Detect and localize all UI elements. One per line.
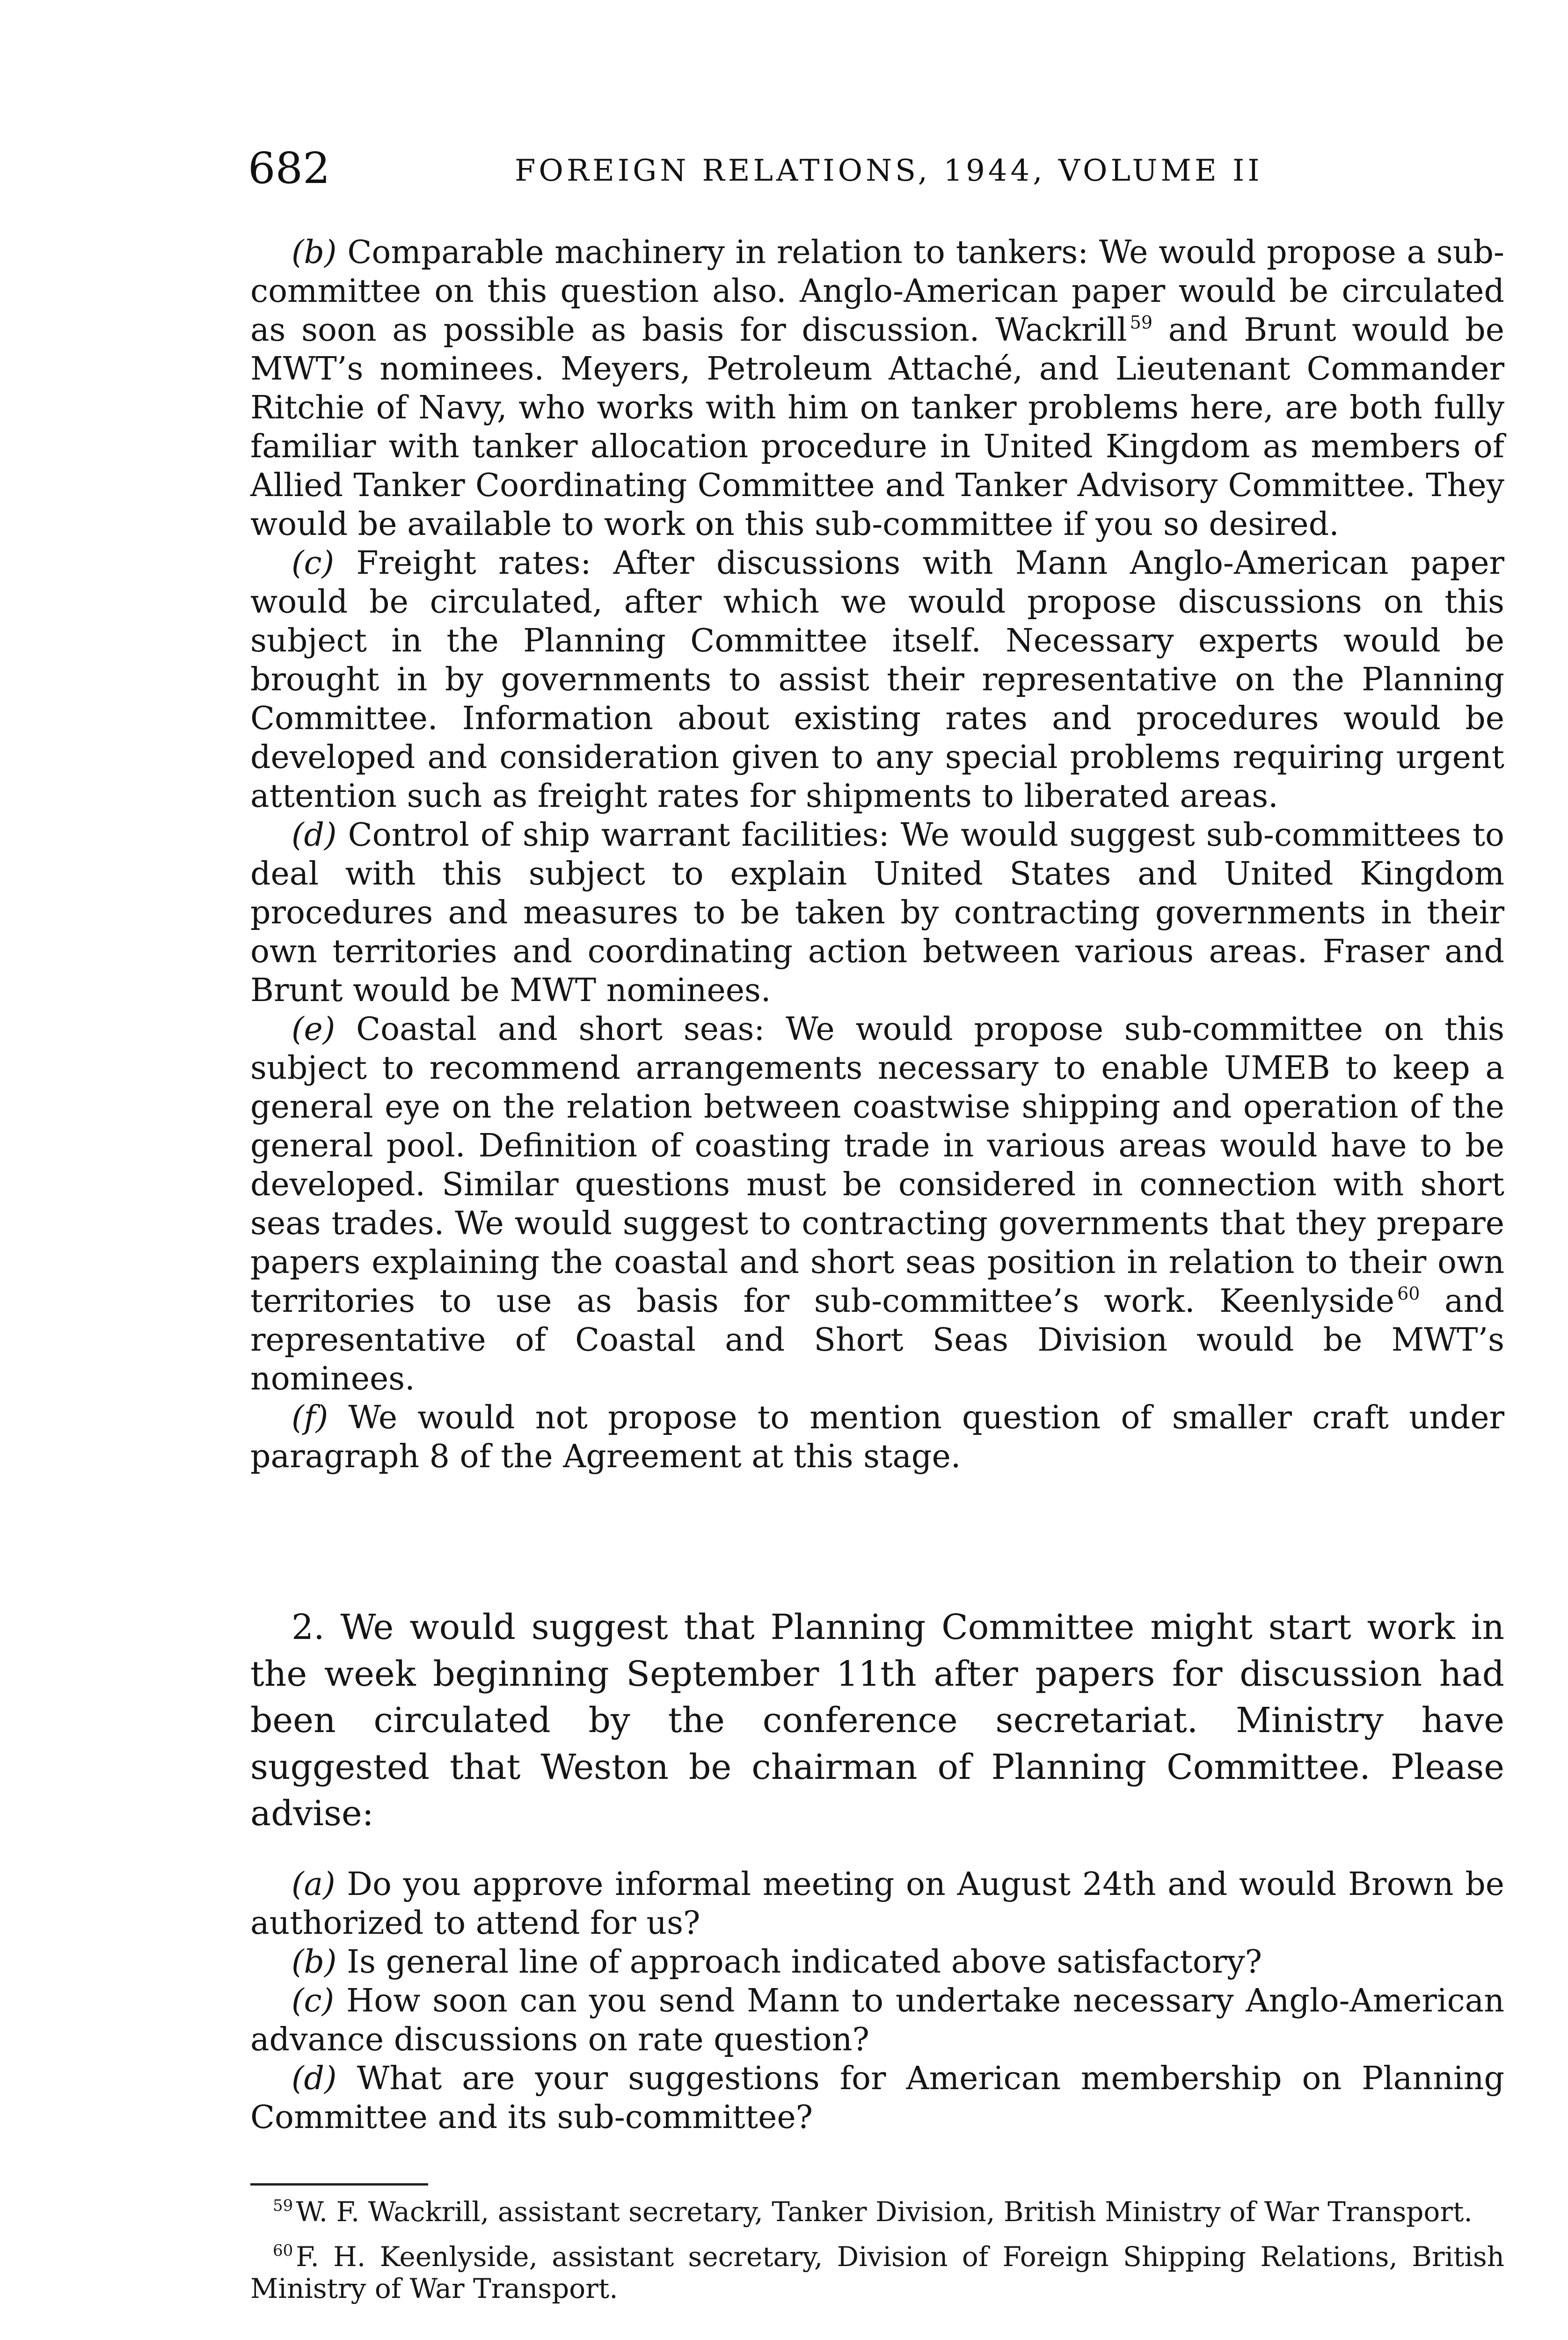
subsection-label: (e) <box>292 1011 335 1048</box>
footnote-divider <box>250 2183 428 2186</box>
footnote-ref-59[interactable]: 59 <box>1130 312 1152 333</box>
question-list <box>250 1865 1504 2137</box>
question-text: How soon can you send Mann to undertake necessary Anglo-American advance discussions on rate question? <box>250 1982 1504 2058</box>
question-text: Is general line of approach indicated above satisfactory? <box>347 1944 1262 1981</box>
footnote-marker: 59 <box>273 2196 293 2215</box>
footnote-text: W. F. Wackrill, assistant secretary, Tanker Division, British Ministry of War Transport. <box>296 2196 1473 2228</box>
question-label: (c) <box>292 1982 335 2019</box>
question-a <box>250 1865 1504 1943</box>
subsection-list <box>250 233 1504 1476</box>
subsection-b <box>250 233 1504 544</box>
footnote-ref-60[interactable]: 60 <box>1397 1283 1420 1304</box>
question-b <box>250 1943 1504 1982</box>
subsection-text: We would not propose to mention question of smaller craft under paragraph 8 of the Agreement at this stage. <box>250 1399 1504 1475</box>
subsection-text: Comparable machinery in relation to tankers: We would propose a sub-committee on this question also. Anglo-American paper would be circulated as soon as possible as basis for discussion. Wackrill <box>250 234 1504 349</box>
running-head: FOREIGN RELATIONS, 1944, VOLUME II <box>515 154 1263 188</box>
subsection-text: Freight rates: After discussions with Mann Anglo-American paper would be circulated, after which we would propose discussions on this subject in the Planning Committee itself. Necessary experts would be brought in by governments to assist their representative on the Planning Committee. Information about existing rates and procedures would be developed and consideration given to any special problems requiring urgent attention such as freight rates for shipments to liberated areas. <box>250 545 1504 815</box>
question-label: (d) <box>292 2060 337 2097</box>
question-label: (a) <box>292 1866 335 1903</box>
subsection-text-continued: and representative of Coastal and Short Seas Division would be MWT’s nominees. <box>250 1283 1504 1397</box>
subsection-label: (b) <box>292 234 337 271</box>
paragraph-2 <box>250 1604 1504 1837</box>
question-text: What are your suggestions for American membership on Planning Committee and its sub-committee? <box>250 2060 1504 2136</box>
footnote-text: F. H. Keenlyside, assistant secretary, Division of Foreign Shipping Relations, British Ministry of War Transport. <box>250 2241 1504 2304</box>
footnote-59 <box>250 2196 1504 2228</box>
footnotes <box>250 2196 1504 2318</box>
question-text: Do you approve informal meeting on August 24th and would Brown be authorized to attend for us? <box>250 1866 1504 1942</box>
question-d <box>250 2059 1504 2137</box>
question-label: (b) <box>292 1944 337 1981</box>
page-header <box>248 143 1511 194</box>
question-c <box>250 1982 1504 2059</box>
subsection-label: (c) <box>292 545 335 582</box>
subsection-f <box>250 1398 1504 1476</box>
subsection-e <box>250 1010 1504 1398</box>
subsection-text: Coastal and short seas: We would propose sub-committee on this subject to recommend arrangements necessary to enable UMEB to keep a general eye on the relation between coastwise shipping and operation of the general pool. Definition of coasting trade in various areas would have to be developed. Similar questions must be considered in connection with short seas trades. We would suggest to contracting governments that they prepare papers explaining the coastal and short seas position in relation to their own territories to use as basis for sub-committee’s work. Keenlyside <box>250 1011 1504 1320</box>
subsection-d <box>250 816 1504 1010</box>
subsection-label: (f) <box>292 1399 328 1436</box>
footnote-marker: 60 <box>273 2241 293 2260</box>
subsection-label: (d) <box>292 817 337 854</box>
page-number: 682 <box>248 143 330 193</box>
subsection-text: Control of ship warrant facilities: We would suggest sub-committees to deal with this subject to explain United States and United Kingdom procedures and measures to be taken by contracting governments in their own territories and coordinating action between various areas. Fraser and Brunt would be MWT nominees. <box>250 817 1504 1009</box>
paragraph-2-text: 2. We would suggest that Planning Committee might start work in the week beginning September 11th after papers for discussion had been circulated by the conference secretariat. Ministry have suggested that Weston be chairman of Planning Committee. Please advise: <box>250 1607 1504 1834</box>
subsection-text-continued: and Brunt would be MWT’s nominees. Meyers, Petroleum Attaché, and Lieutenant Commander Ritchie of Navy, who works with him on tanker problems here, are both fully familiar with tanker allocation procedure in United Kingdom as members of Allied Tanker Coordinating Committee and Tanker Advisory Committee. They would be available to work on this sub-committee if you so desired. <box>250 312 1504 543</box>
footnote-60 <box>250 2241 1504 2304</box>
subsection-c <box>250 544 1504 816</box>
